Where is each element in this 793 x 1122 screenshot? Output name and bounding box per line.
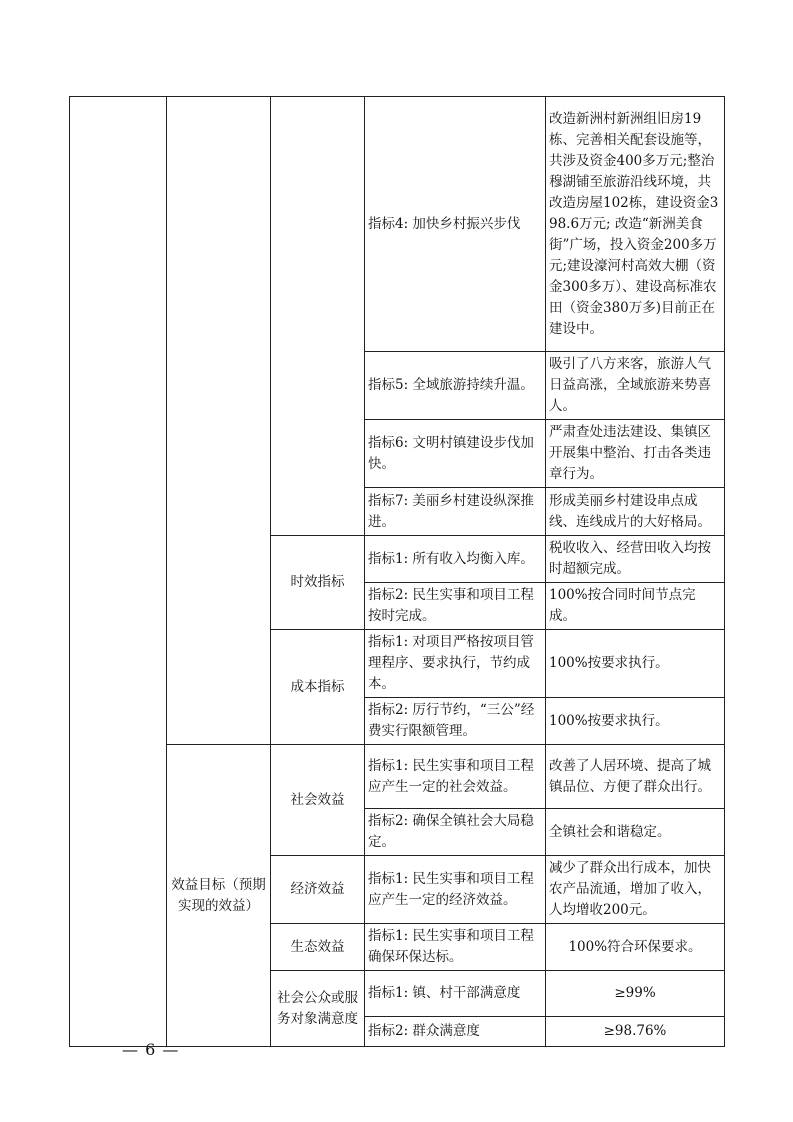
content-cell: 严肃查处违法建设、集镇区开展集中整治、打击各类违章行为。 xyxy=(546,420,725,488)
level1-cell-empty xyxy=(70,97,167,1047)
content-cell: 减少了群众出行成本，加快农产品流通，增加了收入，人均增收200元。 xyxy=(546,856,725,924)
indicator-cell: 指标1: 对项目严格按项目管理程序、要求执行，节约成本。 xyxy=(365,630,546,698)
social-benefit-label: 社会效益 xyxy=(271,745,365,856)
content-cell: 改造新洲村新洲组旧房19栋、完善相关配套设施等，共涉及资金400多万元;整治穆湖铺至旅游沿线环境，共改造房屋102栋，建设资金398.6万元; 改造“新洲美食街”广场，投入资金200多万元;建设濠河村高效大棚（资金300多万）、建设高标准农田（资金380万多)目前正在建设中。 xyxy=(546,97,725,352)
content-cell: 税收收入、经营田收入均按时超额完成。 xyxy=(546,536,725,583)
economic-benefit-label: 经济效益 xyxy=(271,856,365,924)
indicator-cell: 指标7: 美丽乡村建设纵深推进。 xyxy=(365,488,546,536)
satisfaction-label: 社会公众或服务对象满意度 xyxy=(271,971,365,1047)
level2-cell-empty xyxy=(167,97,271,745)
cost-label: 成本指标 xyxy=(271,630,365,745)
indicator-cell: 指标1: 民生实事和项目工程确保环保达标。 xyxy=(365,924,546,971)
indicator-cell: 指标2: 厉行节约，“三公”经费实行限额管理。 xyxy=(365,698,546,745)
indicator-cell: 指标1: 民生实事和项目工程应产生一定的经济效益。 xyxy=(365,856,546,924)
content-cell: 100%符合环保要求。 xyxy=(546,924,725,971)
indicator-cell: 指标5: 全域旅游持续升温。 xyxy=(365,352,546,420)
content-cell: 100%按合同时间节点完成。 xyxy=(546,583,725,630)
indicator-cell: 指标1: 民生实事和项目工程应产生一定的社会效益。 xyxy=(365,745,546,809)
content-cell: 形成美丽乡村建设串点成线、连线成片的大好格局。 xyxy=(546,488,725,536)
content-cell: 改善了人居环境、提高了城镇品位、方便了群众出行。 xyxy=(546,745,725,809)
content-cell: 100%按要求执行。 xyxy=(546,698,725,745)
table-row xyxy=(70,97,725,352)
table-row xyxy=(70,745,725,809)
ecological-benefit-label: 生态效益 xyxy=(271,924,365,971)
indicator-cell: 指标2: 确保全镇社会大局稳定。 xyxy=(365,809,546,856)
indicator-cell: 指标4: 加快乡村振兴步伐 xyxy=(365,97,546,352)
content-cell: ≥98.76% xyxy=(546,1017,725,1047)
page-number: — 6 — xyxy=(122,1040,180,1059)
level3-cell-empty xyxy=(271,97,365,536)
benefit-goal-label: 效益目标（预期实现的效益） xyxy=(167,745,271,1047)
timeliness-label: 时效指标 xyxy=(271,536,365,630)
indicator-cell: 指标1: 所有收入均衡入库。 xyxy=(365,536,546,583)
indicator-cell: 指标1: 镇、村干部满意度 xyxy=(365,971,546,1017)
indicator-cell: 指标6: 文明村镇建设步伐加快。 xyxy=(365,420,546,488)
content-cell: 100%按要求执行。 xyxy=(546,630,725,698)
indicator-table xyxy=(69,96,725,1047)
content-cell: ≥99% xyxy=(546,971,725,1017)
content-cell: 吸引了八方来客，旅游人气日益高涨，全域旅游来势喜人。 xyxy=(546,352,725,420)
content-cell: 全镇社会和谐稳定。 xyxy=(546,809,725,856)
indicator-cell: 指标2: 民生实事和项目工程按时完成。 xyxy=(365,583,546,630)
indicator-cell: 指标2: 群众满意度 xyxy=(365,1017,546,1047)
